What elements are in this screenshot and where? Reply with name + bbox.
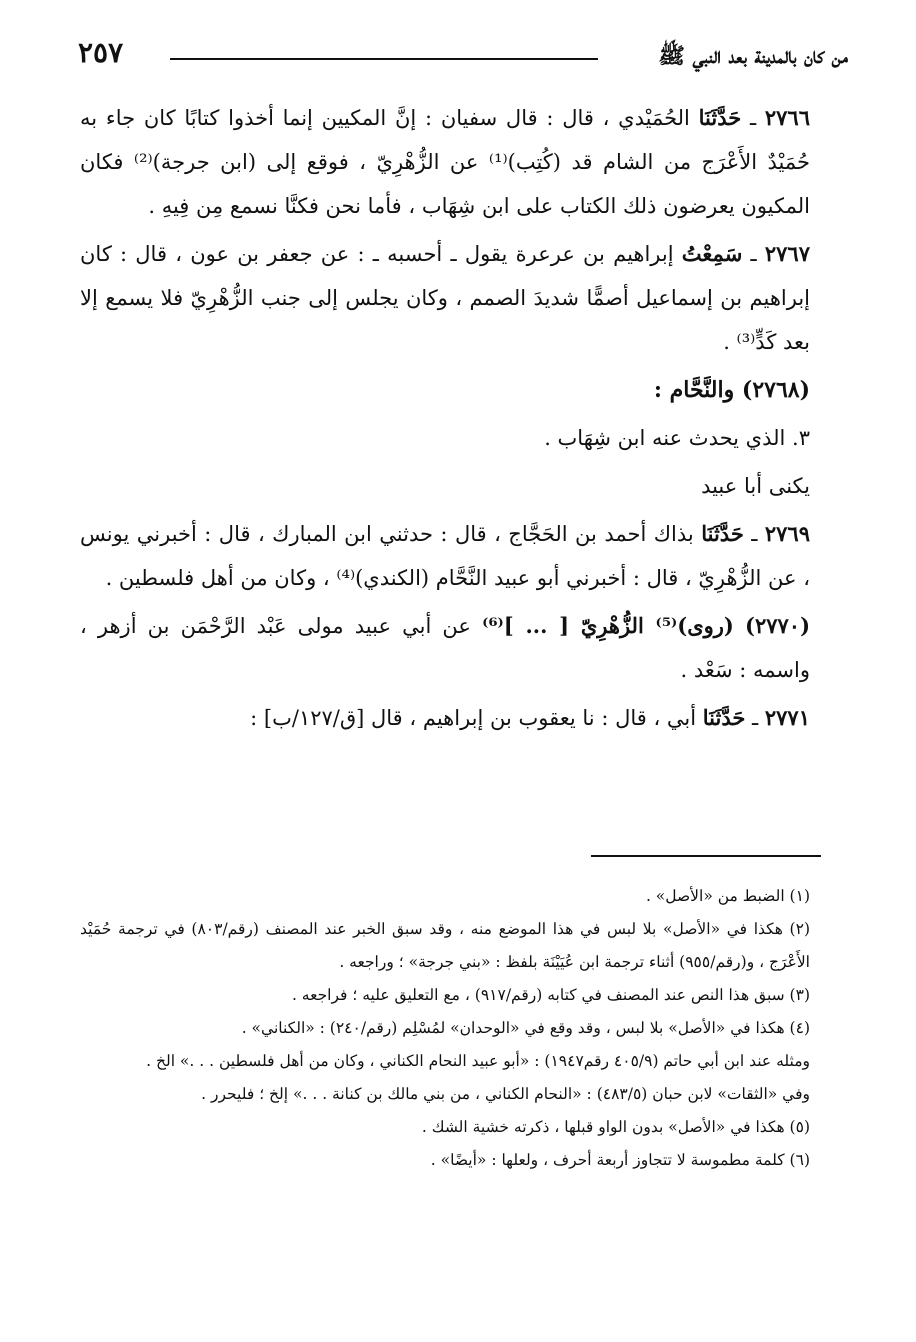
footnote: (٥) هكذا في «الأصل» بدون الواو قبلها ، ذكرته خشية الشك . — [421, 1118, 810, 1136]
entry-text: الحُمَيْدي ، قال : قال سفيان : إنَّ المكيين إنما أخذوا كتابًا كان جاء به حُمَيْدٌ الأَعْرَج من الشام قد (كُتِب)⁽¹⁾ عن الزُّهْرِيّ ، فوقع إلى (ابن جرجة)⁽²⁾ فكان المكيون يعرضون ذلك الكتاب على ابن شِهَاب ، فأما نحن فكنَّا نسمع مِن فِيهِ . — [80, 106, 811, 218]
entry-lead: حَدَّثَنَا — [702, 705, 746, 730]
page-number: ٢٥٧ — [78, 36, 124, 69]
footnote: (٢) هكذا في «الأصل» بلا لبس في هذا الموضع منه ، وقد سبق الخبر عند المصنف (رقم/٨٠٣) في ترجمة حُمَيْد الأَعْرَج ، و(رقم/٩٥٥) أثناء ترجمة ابن عُيَيْنَة بلفظ : «بني جرجة» ؛ وراجعه . — [80, 920, 810, 971]
entry-heading-2768: (٢٧٦٨) والنَّحَّام : — [653, 377, 810, 403]
entry-2769: ٢٧٦٩ ـ حَدَّثَنَا بذاك أحمد بن الحَجَّاج ، قال : حدثني ابن المبارك ، قال : أخبرني يونس ، عن الزُّهْرِيّ ، قال : أخبرني أبو عبيد النَّحَّام (الكندي)⁽⁴⁾ ، وكان من أهل فلسطين . — [80, 521, 810, 590]
footnote: (٣) سبق هذا النص عند المصنف في كتابه (رقم/٩١٧) ، مع التعليق عليه ؛ فراجعه . — [291, 986, 810, 1004]
footnotes — [80, 880, 810, 1177]
entry-2766: ٢٧٦٦ ـ حَدَّثَنَا الحُمَيْدي ، قال : قال سفيان : إنَّ المكيين إنما أخذوا كتابًا كان جاء به حُمَيْدٌ الأَعْرَج من الشام قد (كُتِب)⁽¹⁾ عن الزُّهْرِيّ ، فوقع إلى (ابن جرجة)⁽²⁾ فكان المكيون يعرضون ذلك الكتاب على ابن شِهَاب ، فأما نحن فكنَّا نسمع مِن فِيهِ . — [80, 105, 811, 218]
header-rule — [170, 58, 598, 60]
footnote-separator — [591, 855, 821, 857]
entry-2770 — [80, 604, 810, 692]
footnote: وفي «الثقات» لابن حبان (٤٨٣/٥) : «النحام الكناني ، من بني مالك بن كنانة . . .» إلخ ؛ فليحرر . — [201, 1085, 810, 1103]
entry-2771: ٢٧٧١ ـ حَدَّثَنَا أبي ، قال : نا يعقوب بن إبراهيم ، قال [ق/١٢٧/ب] : — [250, 705, 810, 730]
entry-lead: حَدَّثَنَا — [698, 105, 742, 130]
entry-text: عن أبي عبيد مولى عَبْد الرَّحْمَن بن أزهر ، واسمه : سَعْد . — [80, 614, 810, 682]
entry-lead: حَدَّثَنَا — [701, 521, 744, 546]
entry-number: (٢٧٧٠) — [745, 613, 810, 638]
running-title: من كان بالمدينة بعد النبي ﷺ — [658, 43, 848, 69]
entry-number: ٢٧٦٧ — [764, 241, 810, 266]
entry-number: ٢٧٦٩ — [764, 521, 810, 546]
entry-text: إبراهيم بن عرعرة يقول ـ أحسبه ـ : عن جعفر بن عون ، قال : كان إبراهيم بن إسماعيل أصمًّا شديدَ الصمم ، وكان يجلس إلى جنب الزُّهْرِيّ فلا يسمع إلا بعد كَدٍّ⁽³⁾ . — [80, 242, 810, 354]
entry-2767: ٢٧٦٧ ـ سَمِعْتُ إبراهيم بن عرعرة يقول ـ أحسبه ـ : عن جعفر بن عون ، قال : كان إبراهيم بن إسماعيل أصمًّا شديدَ الصمم ، وكان يجلس إلى جنب الزُّهْرِيّ فلا يسمع إلا بعد كَدٍّ⁽³⁾ . — [80, 241, 810, 354]
entry-number: ٢٧٦٦ — [764, 105, 810, 130]
entry-text: أبي ، قال : نا يعقوب بن إبراهيم ، قال [ق/١٢٧/ب] : — [250, 706, 697, 730]
footnote: (٦) كلمة مطموسة لا تتجاوز أربعة أحرف ، ولعلها : «أيضًا» . — [430, 1151, 810, 1169]
entry-text: بذاك أحمد بن الحَجَّاج ، قال : حدثني ابن المبارك ، قال : أخبرني يونس ، عن الزُّهْرِيّ ، قال : أخبرني أبو عبيد النَّحَّام (الكندي)⁽⁴⁾ ، وكان من أهل فلسطين . — [80, 522, 810, 590]
entry-lead: (روى)⁽⁵⁾ الزُّهْرِيّ [ ... ]⁽⁶⁾ — [482, 613, 734, 638]
main-text — [80, 96, 810, 744]
entry-number: ٢٧٧١ — [764, 705, 810, 730]
footnote: (٤) هكذا في «الأصل» بلا لبس ، وقد وقع في «الوحدان» لمُسْلِم (رقم/٢٤٠) : «الكناني» . — [241, 1019, 810, 1037]
entry-lead: سَمِعْتُ — [681, 241, 743, 266]
entry-line: يكنى أبا عبيد — [701, 474, 810, 498]
page-header — [78, 36, 848, 76]
entry-line: ٣. الذي يحدث عنه ابن شِهَاب . — [544, 426, 810, 450]
footnote: ومثله عند ابن أبي حاتم (٤٠٥/٩ رقم١٩٤٧) : «أبو عبيد النحام الكناني ، وكان من أهل فلسطين . . .» الخ . — [146, 1052, 810, 1070]
footnote: (١) الضبط من «الأصل» . — [645, 887, 810, 905]
